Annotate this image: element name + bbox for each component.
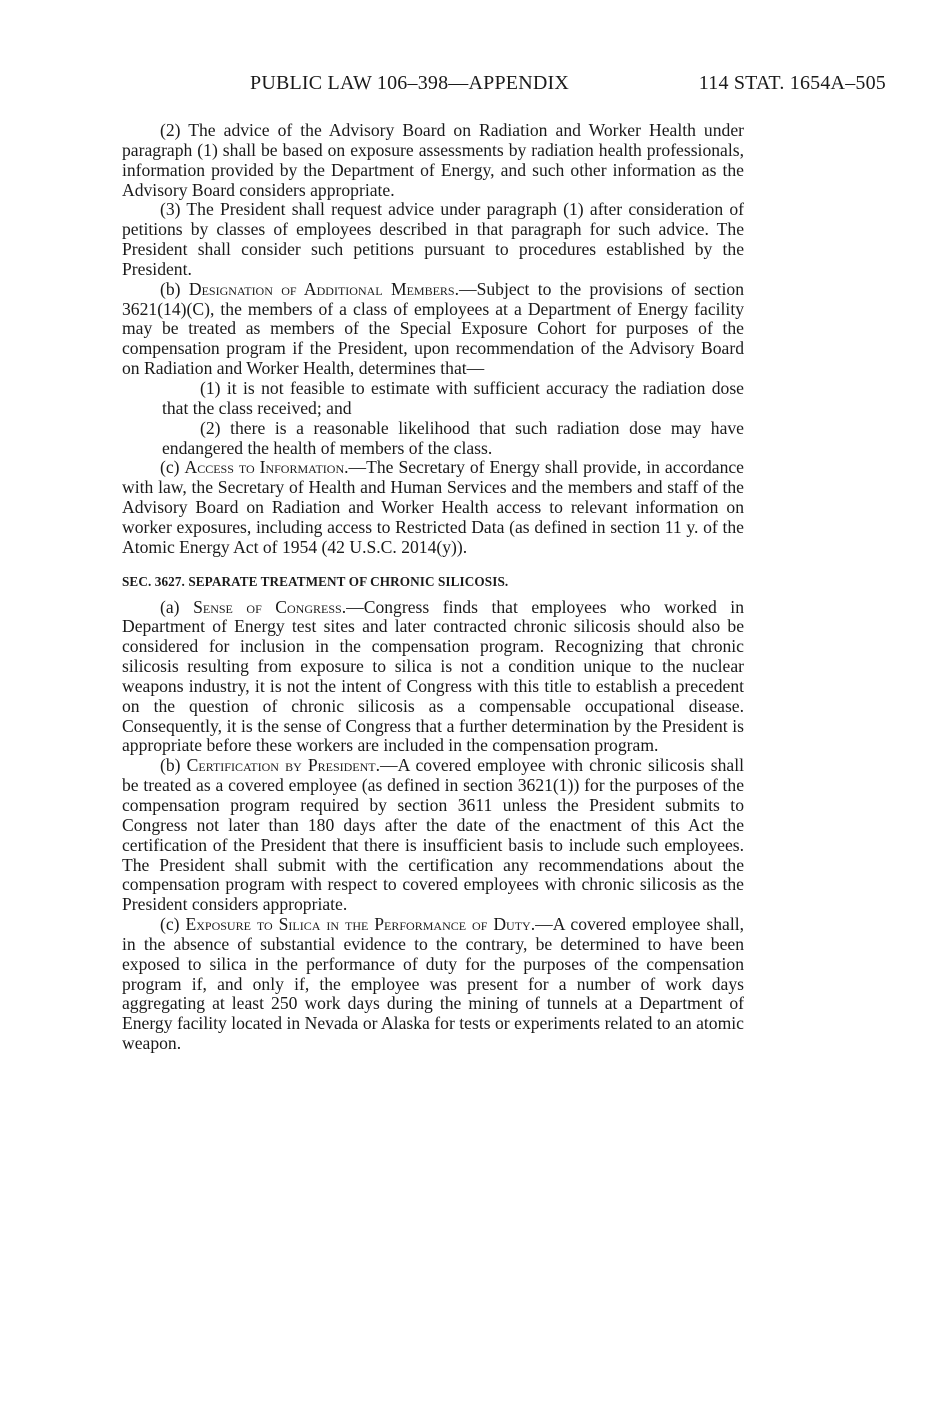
running-header	[250, 72, 886, 100]
section-subsection-b	[122, 756, 744, 915]
section-a-heading: Sense of Congress.	[193, 596, 347, 617]
subsection-c	[122, 458, 744, 557]
subsection-c-heading: Access to Information.	[184, 457, 349, 478]
document-body	[122, 121, 744, 1054]
section-a-label: (a)	[160, 596, 194, 617]
section-b-label: (b)	[160, 755, 187, 776]
section-b-heading: Certification by President.	[186, 755, 381, 776]
subsection-b-heading: Designation of Additional Members.	[188, 278, 459, 299]
section-c-heading: Exposure to Silica in the Performance of Duty.	[185, 914, 536, 935]
section-subsection-c	[122, 915, 744, 1054]
running-header-title: PUBLIC LAW 106–398—APPENDIX	[250, 72, 569, 94]
section-c-text: —A covered employee shall, in the absence of substantial evidence to the contrary, be determined to have been exposed to silica in the performance of duty for the purposes of the compensation program if, and only if, the employee was present for a number of work days aggregating at least 250 work days during the mining of tunnels at a Department of Energy facility located in Nevada or Alaska for tests or experiments related to an atomic weapon.	[122, 914, 744, 1054]
subsection-b	[122, 280, 744, 379]
subsection-b-item-1: (1) it is not feasible to estimate with sufficient accuracy the radiation dose that the class received; and	[162, 377, 744, 418]
subsection-c-label: (c)	[160, 457, 185, 478]
section-c-label: (c)	[160, 914, 186, 935]
section-heading: SEC. 3627. SEPARATE TREATMENT OF CHRONIC SILICOSIS.	[122, 573, 509, 589]
section-subsection-a	[122, 598, 744, 757]
subsection-c-text: —The Secretary of Energy shall provide, in accordance with law, the Secretary of Health and Human Services and the members and staff of the Advisory Board on Radiation and Worker Health access to relevant information on worker exposures, including access to Restricted Data (as defined in section 11 y. of the Atomic Energy Act of 1954 (42 U.S.C. 2014(y)).	[122, 457, 744, 557]
section-b-text: —A covered employee with chronic silicosis shall be treated as a covered employee (as defined in section 3621(1)) for the purposes of the compensation program required by section 3611 unless the President submits to Congress not later than 180 days after the date of the enactment of this Act the certification of the President that there is insufficient basis to include such employees. The President shall submit with the certification any recommendations about the compensation program with respect to covered employees with chronic silicosis as the President considers appropriate.	[122, 755, 744, 915]
paragraph-2: (2) The advice of the Advisory Board on Radiation and Worker Health under paragraph (1) shall be based on exposure assessments by radiation health professionals, information provided by the Department of Energy, and such other information as the Advisory Board considers appropriate.	[122, 120, 744, 200]
subsection-b-label: (b)	[160, 278, 189, 299]
paragraph-3: (3) The President shall request advice under paragraph (1) after consideration of petitions by classes of employees described in that paragraph for such advice. The President shall consider such petitions pursuant to procedures established by the President.	[122, 199, 744, 279]
subsection-b-text: —Subject to the provisions of section 3621(14)(C), the members of a class of employees at a Department of Energy facility may be treated as members of the Special Exposure Cohort for purposes of the compensation program if the President, upon recommendation of the Advisory Board on Radiation and Worker Health, determines that—	[122, 278, 745, 379]
subsection-b-item-2: (2) there is a reasonable likelihood that such radiation dose may have endangered the health of members of the class.	[162, 417, 744, 458]
section-a-text: —Congress finds that employees who worked in Department of Energy test sites and later contracted chronic silicosis should also be considered for inclusion in the compensation program. Recognizing that chronic silicosis resulting from exposure to silica is not a condition unique to the nuclear weapons industry, it is not the intent of Congress with this title to establish a precedent on the question of chronic silicosis as a compensable occupational disease. Consequently, it is the sense of Congress that a further determination by the President is appropriate before these workers are included in the compensation program.	[122, 596, 744, 756]
page-reference: 114 STAT. 1654A–505	[698, 72, 886, 94]
